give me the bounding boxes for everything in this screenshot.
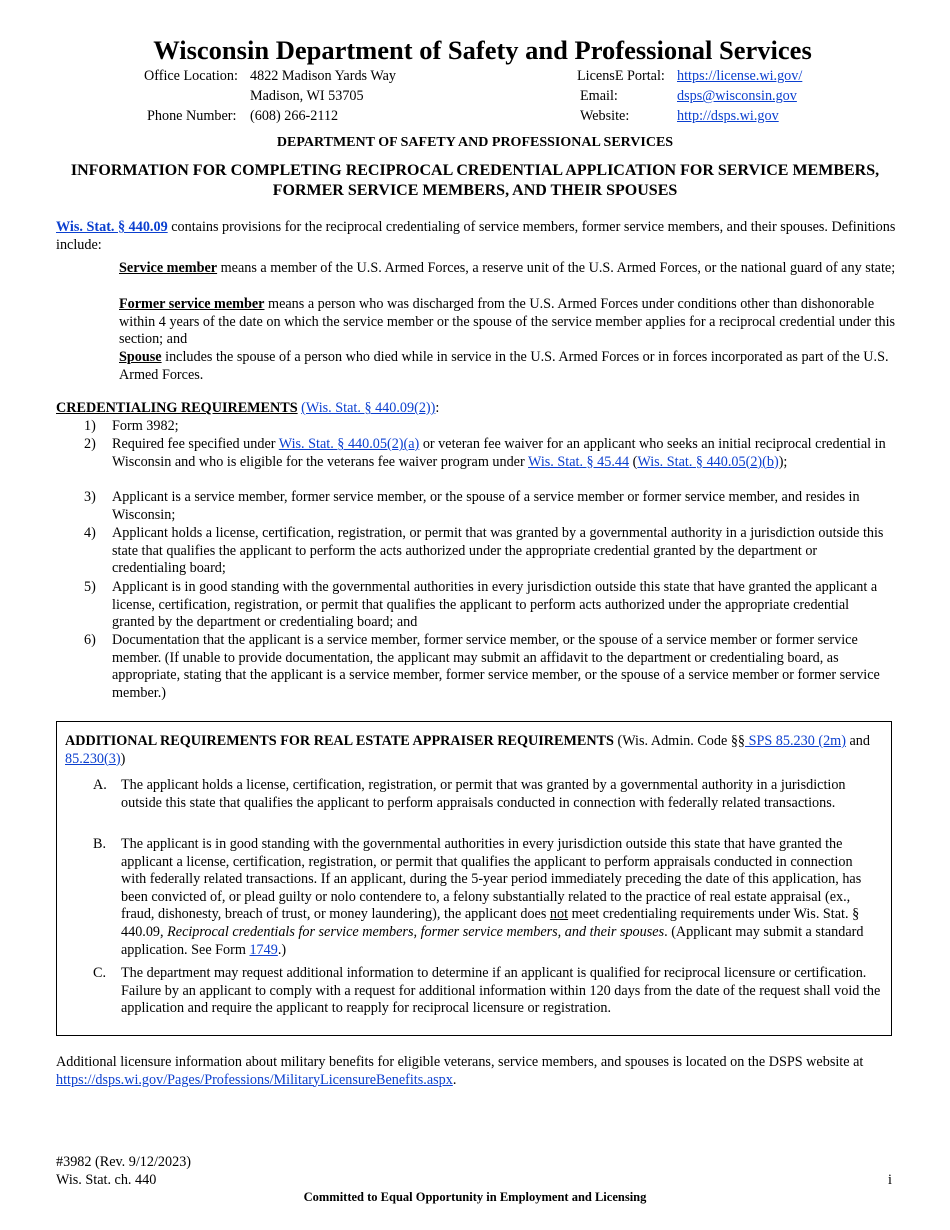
not-emphasis: not: [549, 906, 569, 923]
list-number: 6): [84, 632, 96, 648]
intro-stat-link[interactable]: Wis. Stat. § 440.09: [56, 219, 168, 235]
item-text: meet credentialing requirements under Wis. Stat. § 440.09,: [121, 906, 860, 940]
footer-form-info: [56, 1154, 191, 1189]
form-number: #3982 (Rev. 9/12/2023): [56, 1154, 192, 1170]
phone-label: Phone Number:: [147, 108, 237, 124]
page-number: i: [888, 1172, 892, 1188]
appraiser-item-a: The applicant holds a license, certification, registration, or permit that was granted by a governmental authority in a jurisdiction outside this state that qualifies the applicant to perform appraisals conducted in connection with federally related transactions.: [121, 777, 846, 811]
definition-term: Spouse: [119, 349, 162, 365]
office-address-line2: Madison, WI 53705: [250, 88, 364, 104]
credentialing-heading: [56, 400, 439, 418]
stat-440-05-2a-link[interactable]: Wis. Stat. § 440.05(2)(a): [278, 436, 420, 452]
stat-440-05-2b-link[interactable]: Wis. Stat. § 440.05(2)(b): [637, 453, 779, 470]
sps-85-230-2m-link[interactable]: SPS 85.230 (2m): [745, 733, 846, 749]
item-text: );: [778, 453, 788, 470]
list-number: 4): [84, 525, 96, 541]
portal-link[interactable]: https://license.wi.gov/: [677, 68, 803, 84]
heading-colon: :: [435, 400, 440, 416]
definition-text: means a member of the U.S. Armed Forces, a reserve unit of the U.S. Armed Forces, or the national guard of any state;: [217, 260, 896, 276]
org-title: Wisconsin Department of Safety and Professional Services: [153, 35, 812, 65]
code-text: and: [845, 733, 870, 749]
sps-85-230-3-link[interactable]: 85.230(3): [65, 750, 121, 767]
phone-value: (608) 266-2112: [250, 108, 339, 124]
portal-label: LicensE Portal:: [577, 68, 665, 84]
list-item: Form 3982;: [112, 418, 179, 434]
list-letter: C.: [93, 965, 107, 981]
info-title: INFORMATION FOR COMPLETING RECIPROCAL CREDENTIAL APPLICATION FOR SERVICE MEMBERS, FORMER SERVICE MEMBERS, AND THEIR SPOUSES: [70, 162, 880, 199]
list-number: 3): [84, 489, 96, 505]
email-link[interactable]: dsps@wisconsin.gov: [677, 88, 797, 104]
department-line: DEPARTMENT OF SAFETY AND PROFESSIONAL SERVICES: [276, 135, 674, 150]
list-item: Applicant holds a license, certification, registration, or permit that was granted by a governmental authority in a jurisdiction outside this state that qualifies the applicant to perform the acts authorized under the appropriate credential granted by the department or credentialing board;: [112, 525, 884, 577]
item-text: Required fee specified under: [112, 436, 279, 452]
military-benefits-link[interactable]: https://dsps.wi.gov/Pages/Professions/MilitaryLicensureBenefits.aspx: [56, 1071, 453, 1088]
definition-former-service-member: [119, 296, 899, 349]
code-text: (Wis. Admin. Code §§: [613, 733, 746, 749]
definition-text: includes the spouse of a person who died while in service in the U.S. Armed Forces or in forces incorporated as part of the U.S. Armed Forces.: [119, 349, 889, 383]
list-number: 1): [84, 418, 96, 434]
list-letter: A.: [93, 777, 107, 793]
website-label: Website:: [580, 108, 630, 124]
eeo-statement: Committed to Equal Opportunity in Employment and Licensing: [303, 1190, 647, 1204]
credentialing-heading-link[interactable]: (Wis. Stat. § 440.09(2)): [301, 400, 436, 416]
office-location-label: Office Location:: [144, 68, 238, 84]
list-number: 5): [84, 579, 96, 595]
website-link[interactable]: http://dsps.wi.gov: [677, 108, 779, 124]
statute-title: Reciprocal credentials for service members, former service members, and their spouses: [167, 923, 665, 940]
appraiser-heading: [65, 733, 885, 768]
list-item: [112, 436, 892, 471]
credentialing-heading-text: CREDENTIALING REQUIREMENTS: [56, 400, 298, 416]
code-text: ): [120, 750, 126, 767]
stat-45-44-link[interactable]: Wis. Stat. § 45.44: [528, 453, 630, 470]
list-letter: B.: [93, 836, 107, 852]
definition-text: means a person who was discharged from the U.S. Armed Forces under conditions other than dishonorable within 4 years of the date on which the service member or the spouse of the service member applies for a reciprocal credential under this section; and: [119, 296, 896, 348]
list-number: 2): [84, 436, 96, 452]
list-item: Applicant is in good standing with the governmental authorities in every jurisdiction outside this state that have granted the applicant a license, certification, registration, or permit that qualifies the applicant to perform acts authorized under the appropriate credential granted by the department or credentialing board; and: [112, 579, 878, 631]
additional-info-paragraph: [56, 1054, 896, 1089]
additional-info-text: Additional licensure information about military benefits for eligible veterans, service members, and spouses is located on the DSPS website at: [56, 1054, 864, 1070]
definition-term: Service member: [119, 260, 218, 276]
appraiser-item-c: The department may request additional information to determine if an applicant is qualified for reciprocal licensure or certification. Failure by an applicant to comply with a request for additional information within 120 days from the date of the request shall void the application and require the applicant to reapply for reciprocal licensure or registration.: [121, 965, 881, 1017]
definition-spouse: [119, 349, 899, 384]
email-label: Email:: [580, 88, 618, 104]
list-item: Applicant is a service member, former service member, or the spouse of a service member or former service member, and resides in Wisconsin;: [112, 489, 860, 523]
item-text: (: [629, 453, 638, 470]
office-address-line1: 4822 Madison Yards Way: [250, 68, 396, 84]
appraiser-item-b: [121, 836, 881, 959]
item-text: or veteran fee waiver for an applicant who seeks an initial reciprocal credential in Wisconsin and who is eligible for the veterans fee waiver program under: [112, 436, 886, 470]
item-text: The applicant is in good standing with the governmental authorities in every jurisdiction outside this state that have granted the applicant a license, certification, registration, or permit that qualifies the applicant to perform appraisals conducted in connection with federally related transactions. If an applicant, during the 5-year period immediately preceding the date of this application, has been convicted of, or plead guilty or nolo contendere to, a felony substantially related to the practice of real estate appraisal (ex., fraud, dishonesty, breach of trust, or money laundering), the applicant does: [121, 836, 862, 923]
form-1749-link[interactable]: 1749: [249, 941, 278, 958]
intro-text: contains provisions for the reciprocal credentialing of service members, former service members, and their spouses. Definitions include:: [56, 219, 896, 253]
statute-reference: Wis. Stat. ch. 440: [56, 1171, 157, 1188]
definition-service-member: [119, 260, 899, 278]
item-text: . (Applicant may submit a standard application. See Form: [121, 923, 864, 958]
additional-info-end: .: [452, 1071, 457, 1088]
appraiser-heading-text: ADDITIONAL REQUIREMENTS FOR REAL ESTATE APPRAISER REQUIREMENTS: [65, 733, 614, 749]
definition-term: Former service member: [119, 296, 265, 312]
item-text: .): [277, 941, 287, 958]
list-item: Documentation that the applicant is a service member, former service member, or the spouse of a service member or former service member. (If unable to provide documentation, the applicant may submit an affidavit to the department or credentialing board, as appropriate, stating that the applicant is a service member, former service member, or the spouse of a service member or former service member.): [112, 632, 880, 701]
intro-paragraph: [56, 219, 896, 254]
